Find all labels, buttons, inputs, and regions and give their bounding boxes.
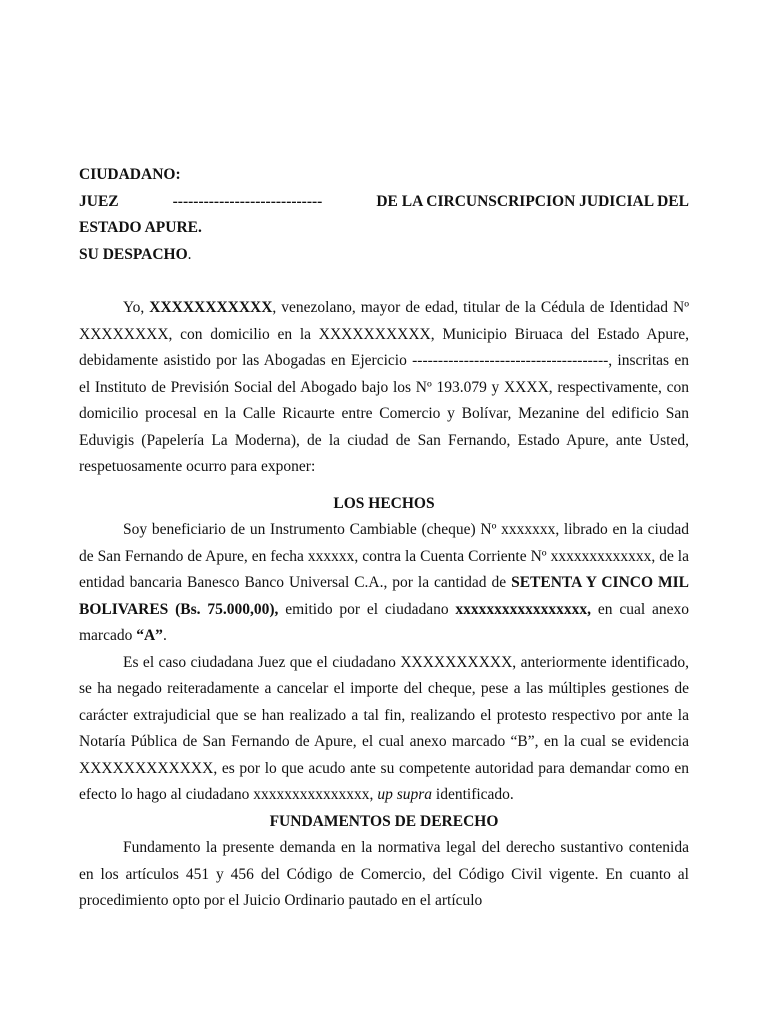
addressee-office — [79, 242, 689, 269]
hechos-paragraph-1 — [79, 517, 689, 650]
section-heading-hechos: LOS HECHOS — [333, 494, 435, 512]
hechos-p1-text-a: Soy beneficiario de un Instrumento Cambiable (cheque) Nº xxxxxxx, librado en la ciudad de San Fernando de Apure, en fecha xxxxxx, contra la Cuenta Corriente Nº xxxxxxxxxxxxx, de la entidad bancaria Banesco Banco Universal C.A., por la cantidad de — [79, 521, 689, 591]
addressee-office-period: . — [187, 245, 192, 263]
document-page — [79, 162, 689, 915]
plaintiff-name: XXXXXXXXXXX — [149, 299, 273, 316]
addressee-judge-dashes: ----------------------------- — [172, 192, 323, 210]
annex-mark-a: “A” — [136, 627, 163, 644]
hechos-p2-text-a: Es el caso ciudadana Juez que el ciudadano XXXXXXXXXX, anteriormente identificado, se ha negado reiteradamente a cancelar el importe del cheque, pese a las múltiples gestiones de carácter extrajudicial que se han realizado a tal fin, realizando el protesto respectivo por ante la Notaría Pública de San Fernando de Apure, el cual anexo marcado “B”, en la cual se evidencia XXXXXXXXXXXX, es por lo que acudo ante su competente autoridad para demandar como en efecto lo hago al ciudadano xxxxxxxxxxxxxxx, — [79, 653, 689, 803]
hechos-p1-end: . — [162, 627, 167, 644]
hechos-p1-text-b: emitido por el ciudadano — [278, 600, 456, 618]
addressee-judge-line — [79, 189, 689, 216]
intro-text-start: Yo, — [123, 299, 150, 316]
hechos-paragraph-2 — [79, 650, 689, 809]
fundamentos-paragraph-1: Fundamento la presente demanda en la normativa legal del derecho sustantivo contenida en los artículos 451 y 456 del Código de Comercio, del Código Civil vigente. En cuanto al procedimiento opto por el Juicio Ordinario pautado en el artículo — [79, 839, 689, 909]
addressee-office-text: SU DESPACHO — [79, 245, 188, 263]
addressee-circumscription: DE LA CIRCUNSCRIPCION JUDICIAL DEL — [376, 192, 689, 210]
hechos-p1-text-c: en cual anexo marcado — [79, 600, 689, 644]
addressee-state: ESTADO APURE. — [79, 219, 202, 236]
issuer-citizen: xxxxxxxxxxxxxxxxx, — [455, 600, 592, 618]
cheque-amount: SETENTA Y CINCO MIL BOLIVARES (Bs. 75.000,00), — [79, 574, 689, 618]
section-heading-fundamentos: FUNDAMENTOS DE DERECHO — [269, 812, 499, 830]
intro-text-body: , venezolano, mayor de edad, titular de la Cédula de Identidad Nº XXXXXXXX, con domicilio en la XXXXXXXXXX, Municipio Biruaca del Estado Apure, debidamente asistido por las Abogadas en Ejercicio --------------------------------------, inscritas en el Instituto de Previsión Social del Abogado bajo los Nº 193.079 y XXXX, respectivamente, con domicilio procesal en la Calle Ricaurte entre Comercio y Bolívar, Mezanine del edificio San Eduvigis (Papelería La Moderna), de la ciudad de San Fernando, Estado Apure, ante Usted, respetuosamente ocurro para exponer: — [79, 299, 689, 475]
addressee-block — [79, 162, 689, 268]
up-supra-italic: up supra — [377, 786, 433, 803]
intro-paragraph — [79, 295, 689, 481]
addressee-judge-word: JUEZ — [79, 192, 119, 210]
hechos-p2-text-b: identificado. — [432, 786, 514, 803]
addressee-title: CIUDADANO: — [79, 166, 181, 183]
